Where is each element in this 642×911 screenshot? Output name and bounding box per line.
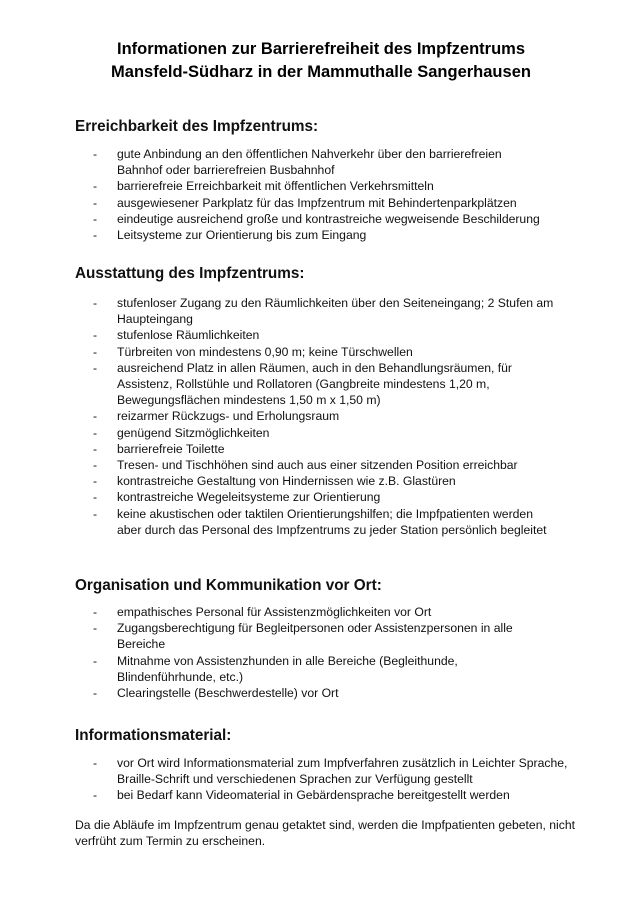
list-item: - reizarmer Rückzugs- und Erholungsraum bbox=[93, 409, 340, 424]
list-item: - kontrastreiche Wegeleitsysteme zur Orientierung bbox=[93, 490, 381, 505]
list-item: - barrierefreie Erreichbarkeit mit öffentlichen Verkehrsmitteln bbox=[93, 179, 434, 194]
list-item: - kontrastreiche Gestaltung von Hindernissen wie z.B. Glastüren bbox=[93, 474, 456, 489]
list-item: - gute Anbindung an den öffentlichen Nahverkehr über den barrierefreien Bahnhof oder barrierefreien Busbahnhof bbox=[93, 147, 502, 178]
title-line-1: Informationen zur Barrierefreiheit des Impfzentrums bbox=[117, 40, 525, 58]
section-heading: Erreichbarkeit des Impfzentrums: bbox=[75, 118, 319, 135]
list-item: - stufenloser Zugang zu den Räumlichkeiten über den Seiteneingang; 2 Stufen am Haupteingang bbox=[93, 296, 554, 327]
list-item: - Tresen- und Tischhöhen sind auch aus einer sitzenden Position erreichbar bbox=[93, 458, 518, 473]
bullet-list bbox=[75, 146, 545, 243]
list-item: - ausgewiesener Parkplatz für das Impfzentrum mit Behindertenparkplätzen bbox=[93, 195, 517, 210]
section-heading: Informationsmaterial: bbox=[75, 727, 232, 744]
list-item: - empathisches Personal für Assistenzmöglichkeiten vor Ort bbox=[93, 605, 432, 619]
section-heading: Ausstattung des Impfzentrums: bbox=[75, 265, 305, 282]
list-item: - bei Bedarf kann Videomaterial in Gebärdensprache bereitgestellt werden bbox=[93, 788, 510, 803]
list-item: - eindeutige ausreichend große und kontrastreiche wegweisende Beschilderung bbox=[93, 211, 540, 226]
list-item: - keine akustischen oder taktilen Orientierungshilfen; die Impfpatienten werden aber durch das Personal des Impfzentrums zu jeder Station persönlich begleitet bbox=[93, 506, 547, 537]
bullet-list bbox=[75, 604, 555, 701]
bullet-list bbox=[75, 295, 555, 538]
list-item: - genügend Sitzmöglichkeiten bbox=[93, 425, 270, 440]
section-heading: Organisation und Kommunikation vor Ort: bbox=[75, 577, 382, 594]
section-informationsmaterial bbox=[75, 726, 585, 804]
section-ausstattung bbox=[75, 264, 585, 538]
section-erreichbarkeit bbox=[75, 117, 585, 243]
title-line-2: Mansfeld-Südharz in der Mammuthalle Sangerhausen bbox=[111, 63, 531, 81]
list-item: - Mitnahme von Assistenzhunden in alle Bereiche (Begleithunde, Blindenführhunde, etc.) bbox=[93, 653, 458, 684]
document-title bbox=[40, 38, 602, 84]
closing-paragraph: Da die Abläufe im Impfzentrum genau getaktet sind, werden die Impfpatienten gebeten, nicht verfrüht zum Termin zu erscheinen. bbox=[75, 818, 575, 849]
list-item: - Leitsysteme zur Orientierung bis zum Eingang bbox=[93, 228, 367, 243]
list-item: - stufenlose Räumlichkeiten bbox=[93, 328, 260, 343]
section-organisation bbox=[75, 576, 585, 701]
list-item: - Zugangsberechtigung für Begleitpersonen oder Assistenzpersonen in alle Bereiche bbox=[93, 621, 513, 652]
list-item: - Clearingstelle (Beschwerdestelle) vor Ort bbox=[93, 686, 339, 701]
list-item: - vor Ort wird Informationsmaterial zum Impfverfahren zusätzlich in Leichter Sprache, Braille-Schrift und verschiedenen Sprachen zur Verfügung gestellt bbox=[93, 756, 568, 787]
list-item: - ausreichend Platz in allen Räumen, auch in den Behandlungsräumen, für Assistenz, Rollstühle und Rollatoren (Gangbreite mindestens 1,20 m, Bewegungsflächen mindestens 1,50 m x 1,50 m) bbox=[93, 360, 512, 408]
list-item: - barrierefreie Toilette bbox=[93, 441, 225, 456]
bullet-list bbox=[75, 755, 575, 804]
list-item: - Türbreiten von mindestens 0,90 m; keine Türschwellen bbox=[93, 344, 413, 359]
